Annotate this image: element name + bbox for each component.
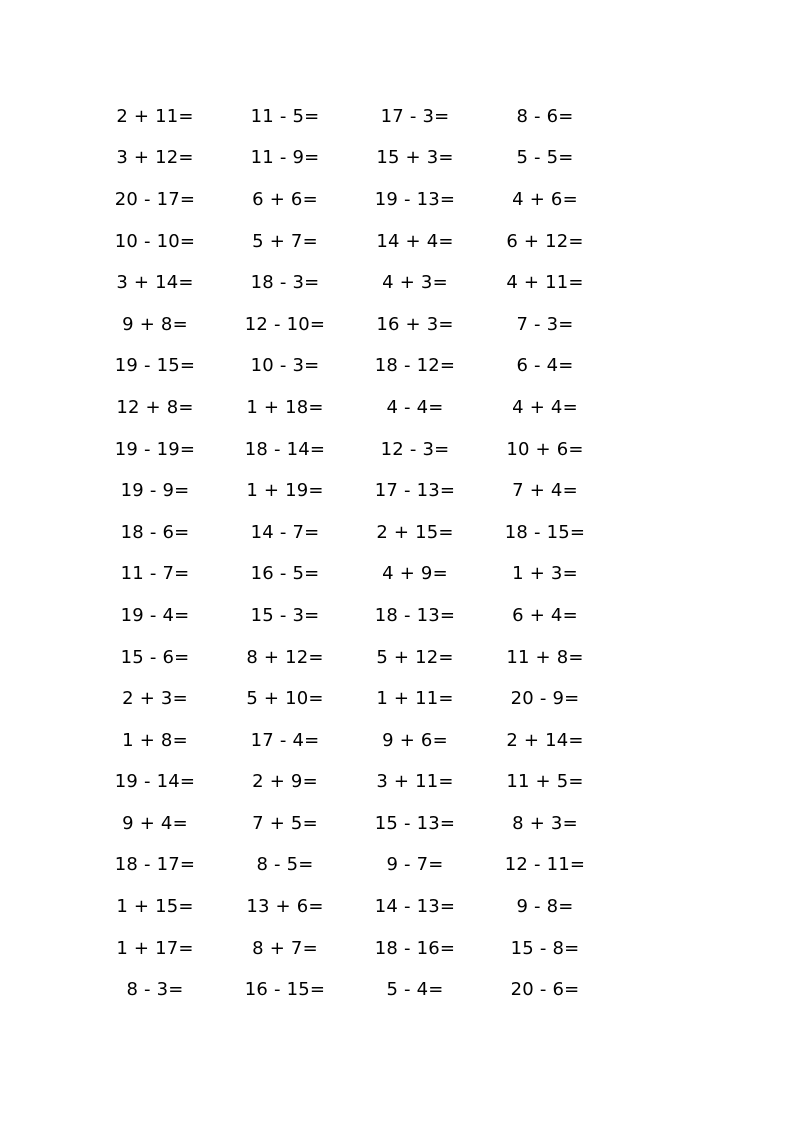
problem-76: 12 - 11= [504, 854, 586, 876]
problem-80: 9 - 8= [516, 896, 574, 918]
problem-17: 3 + 14= [116, 272, 194, 294]
problem-84: 15 - 8= [510, 937, 580, 959]
problem-60: 20 - 9= [510, 688, 580, 710]
problem-47: 4 + 9= [382, 563, 448, 585]
arithmetic-problems-grid [90, 96, 630, 1011]
problem-62: 17 - 4= [250, 729, 320, 751]
problem-78: 13 + 6= [246, 896, 324, 918]
problem-39: 17 - 13= [374, 480, 456, 502]
problem-42: 14 - 7= [250, 521, 320, 543]
problem-54: 8 + 12= [246, 646, 324, 668]
problem-15: 14 + 4= [376, 230, 454, 252]
problem-58: 5 + 10= [246, 688, 324, 710]
problem-1: 2 + 11= [116, 105, 194, 127]
problem-13: 10 - 10= [114, 230, 196, 252]
problem-37: 19 - 9= [120, 480, 190, 502]
problem-45: 11 - 7= [120, 563, 190, 585]
problem-72: 8 + 3= [512, 812, 578, 834]
problem-19: 4 + 3= [382, 272, 448, 294]
problem-79: 14 - 13= [374, 896, 456, 918]
problem-38: 1 + 19= [246, 480, 324, 502]
problem-30: 1 + 18= [246, 396, 324, 418]
problem-71: 15 - 13= [374, 812, 456, 834]
problem-63: 9 + 6= [382, 729, 448, 751]
problem-16: 6 + 12= [506, 230, 584, 252]
problem-52: 6 + 4= [512, 604, 578, 626]
problem-65: 19 - 14= [114, 771, 196, 793]
problem-27: 18 - 12= [374, 355, 456, 377]
problem-12: 4 + 6= [512, 188, 578, 210]
problem-55: 5 + 12= [376, 646, 454, 668]
problem-33: 19 - 19= [114, 438, 196, 460]
problem-18: 18 - 3= [250, 272, 320, 294]
problem-24: 7 - 3= [516, 313, 574, 335]
problem-77: 1 + 15= [116, 896, 194, 918]
problem-46: 16 - 5= [250, 563, 320, 585]
problem-32: 4 + 4= [512, 396, 578, 418]
problem-25: 19 - 15= [114, 355, 196, 377]
problem-70: 7 + 5= [252, 812, 318, 834]
problem-51: 18 - 13= [374, 604, 456, 626]
problem-3: 17 - 3= [380, 105, 450, 127]
problem-40: 7 + 4= [512, 480, 578, 502]
problem-35: 12 - 3= [380, 438, 450, 460]
problem-66: 2 + 9= [252, 771, 318, 793]
problem-69: 9 + 4= [122, 812, 188, 834]
problem-2: 11 - 5= [250, 105, 320, 127]
problem-61: 1 + 8= [122, 729, 188, 751]
problem-29: 12 + 8= [116, 396, 194, 418]
problem-53: 15 - 6= [120, 646, 190, 668]
problem-74: 8 - 5= [256, 854, 314, 876]
problem-5: 3 + 12= [116, 147, 194, 169]
problem-36: 10 + 6= [506, 438, 584, 460]
problem-88: 20 - 6= [510, 979, 580, 1001]
problem-43: 2 + 15= [376, 521, 454, 543]
problem-67: 3 + 11= [376, 771, 454, 793]
problem-10: 6 + 6= [252, 188, 318, 210]
problem-21: 9 + 8= [122, 313, 188, 335]
problem-50: 15 - 3= [250, 604, 320, 626]
problem-6: 11 - 9= [250, 147, 320, 169]
problem-83: 18 - 16= [374, 937, 456, 959]
problem-68: 11 + 5= [506, 771, 584, 793]
problem-31: 4 - 4= [386, 396, 444, 418]
problem-59: 1 + 11= [376, 688, 454, 710]
problem-81: 1 + 17= [116, 937, 194, 959]
problem-75: 9 - 7= [386, 854, 444, 876]
problem-48: 1 + 3= [512, 563, 578, 585]
problem-34: 18 - 14= [244, 438, 326, 460]
problem-82: 8 + 7= [252, 937, 318, 959]
problem-64: 2 + 14= [506, 729, 584, 751]
problem-14: 5 + 7= [252, 230, 318, 252]
problem-28: 6 - 4= [516, 355, 574, 377]
problem-8: 5 - 5= [516, 147, 574, 169]
problem-56: 11 + 8= [506, 646, 584, 668]
problem-86: 16 - 15= [244, 979, 326, 1001]
problem-73: 18 - 17= [114, 854, 196, 876]
problem-85: 8 - 3= [126, 979, 184, 1001]
problem-7: 15 + 3= [376, 147, 454, 169]
problem-57: 2 + 3= [122, 688, 188, 710]
problem-11: 19 - 13= [374, 188, 456, 210]
problem-22: 12 - 10= [244, 313, 326, 335]
problem-23: 16 + 3= [376, 313, 454, 335]
problem-26: 10 - 3= [250, 355, 320, 377]
problem-4: 8 - 6= [516, 105, 574, 127]
problem-87: 5 - 4= [386, 979, 444, 1001]
problem-9: 20 - 17= [114, 188, 196, 210]
problem-49: 19 - 4= [120, 604, 190, 626]
problem-41: 18 - 6= [120, 521, 190, 543]
problem-44: 18 - 15= [504, 521, 586, 543]
problem-20: 4 + 11= [506, 272, 584, 294]
